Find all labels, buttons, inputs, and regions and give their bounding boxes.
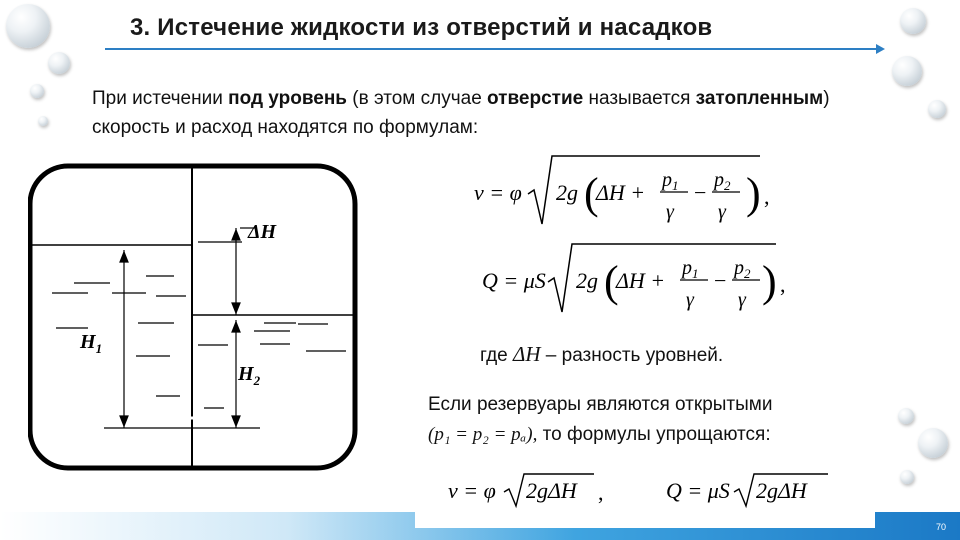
- comma: ,: [780, 272, 786, 297]
- root-term: 2g: [576, 268, 598, 293]
- simple-flow-root: 2gΔH: [756, 478, 807, 503]
- caption-text: где: [480, 345, 514, 366]
- decor-drop: [892, 56, 922, 86]
- gamma-denominator: γ: [738, 289, 746, 311]
- h2-label: $H_2$: [238, 363, 261, 388]
- decor-drop: [928, 100, 946, 118]
- slide-title: 3. Истечение жидкости из отверстий и насадков: [130, 14, 713, 41]
- left-paren: (: [584, 169, 599, 218]
- comma: ,: [764, 184, 770, 209]
- root-term: ΔH +: [596, 180, 646, 205]
- caption-text: то формулы упрощаются:: [537, 424, 771, 445]
- decor-drop: [38, 116, 48, 126]
- caption-symbol: ΔH: [513, 342, 541, 366]
- intro-text: При истечении: [92, 88, 229, 109]
- p1-numerator: $p_1$: [662, 169, 679, 193]
- flow-rate-formula: [478, 238, 798, 322]
- simple-velocity-root: 2gΔH: [526, 478, 577, 503]
- submerged-orifice-diagram: [28, 160, 368, 480]
- decor-drop: [6, 4, 50, 48]
- intro-text: называется: [583, 88, 696, 109]
- water-hatching: [52, 242, 346, 408]
- minus-sign: −: [694, 180, 707, 205]
- simple-flow-formula: [664, 468, 844, 512]
- root-term: 2g: [556, 180, 578, 205]
- p2-numerator: $p_2$: [734, 257, 751, 281]
- decor-drop: [898, 408, 914, 424]
- right-paren: ): [762, 257, 777, 306]
- dh-label: ΔH: [248, 221, 277, 243]
- dimension-lines: [104, 228, 260, 428]
- h1-label: $H_1$: [80, 331, 103, 356]
- p2-numerator: $p_2$: [714, 169, 731, 193]
- open-reservoir-caption: Если резервуары являются открытыми: [428, 394, 773, 415]
- decor-drop: [918, 428, 948, 458]
- open-reservoir-condition: [428, 424, 771, 446]
- simple-flow-lhs: Q = μS: [666, 478, 730, 503]
- where-caption: [480, 342, 723, 367]
- simple-velocity-formula: [446, 468, 636, 512]
- p1-numerator: $p_1$: [682, 257, 699, 281]
- title-underline: [105, 48, 880, 50]
- flow-lhs: Q = μS: [482, 268, 546, 293]
- intro-paragraph: [92, 84, 872, 142]
- left-paren: (: [604, 257, 619, 306]
- title-arrow-icon: [876, 44, 885, 54]
- intro-text: (в этом случае: [346, 88, 488, 109]
- intro-text: ) скорость и расход находятся по формулам:: [92, 88, 830, 138]
- decor-drop: [48, 52, 70, 74]
- gamma-denominator: γ: [718, 201, 726, 223]
- slide-number: 70: [935, 522, 946, 532]
- velocity-lhs: v = φ: [474, 180, 522, 205]
- intro-bold-term: затопленным: [695, 88, 824, 109]
- velocity-formula: [470, 150, 790, 234]
- minus-sign: −: [714, 268, 727, 293]
- intro-bold-term: отверстие: [487, 88, 584, 109]
- condition-text: (p₁ = p₂ = pₐ),: [428, 424, 538, 445]
- right-paren: ): [746, 169, 761, 218]
- simple-velocity-lhs: v = φ: [448, 478, 496, 503]
- root-term: ΔH +: [616, 268, 666, 293]
- gamma-denominator: γ: [686, 289, 694, 311]
- decor-drop: [30, 84, 44, 98]
- decor-drop: [900, 470, 914, 484]
- gamma-denominator: γ: [666, 201, 674, 223]
- decor-drop: [900, 8, 926, 34]
- intro-bold-term: под уровень: [228, 88, 347, 109]
- comma: ,: [598, 480, 604, 505]
- caption-text: – разность уровней.: [540, 345, 724, 366]
